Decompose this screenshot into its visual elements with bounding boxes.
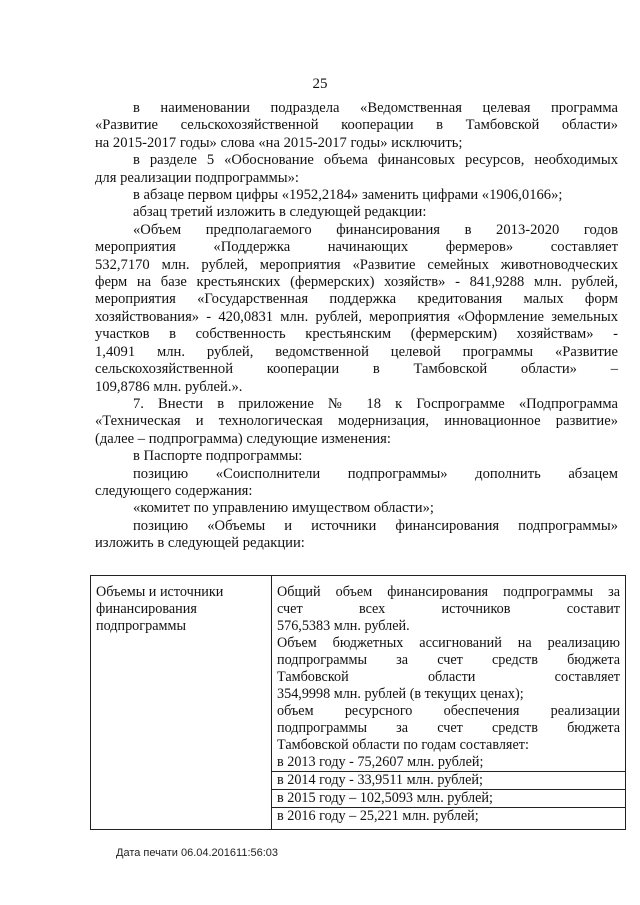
year-line: в 2015 году – 102,5093 млн. рублей; (272, 790, 625, 808)
text-line: в Паспорте подпрограммы: (133, 448, 303, 465)
year-line: в 2016 году – 25,221 млн. рублей; (277, 808, 479, 824)
value-line: 354,9998 млн. рублей (в текущих ценах); (277, 686, 524, 702)
table-cell-value (272, 576, 626, 830)
text-line: позицию «Соисполнители подпрограммы» дополнить абзацем (133, 465, 618, 482)
print-date: Дата печати 06.04.201611:56:03 (116, 847, 279, 859)
text-line: мероприятия «Государственная поддержка кредитования малых форм (95, 291, 618, 308)
passport-table (90, 575, 626, 830)
value-line: Объем бюджетных ассигнований на реализацию (277, 635, 620, 651)
text-line: 532,7170 млн. рублей, мероприятия «Развитие семейных животноводческих (95, 256, 618, 273)
text-line: «Развитие сельскохозяйственной кооперации в Тамбовской области» (95, 117, 618, 134)
text-line: «Техническая и технологическая модернизация, инновационное развитие» (95, 413, 618, 430)
label-line: Объемы и источники (96, 584, 224, 600)
value-line: Тамбовской области по годам составляет: (277, 737, 529, 753)
document-body (95, 100, 618, 553)
text-line: (далее – подпрограмма) следующие изменения: (95, 430, 391, 447)
text-line: хозяйствования» - 420,0831 млн. рублей, мероприятия «Оформление земельных (95, 308, 618, 325)
year-line: в 2013 году - 75,2607 млн. рублей; (272, 754, 625, 772)
value-line: Общий объем финансирования подпрограммы за (277, 584, 620, 600)
value-line: подпрограммы за счет средств бюджета (277, 652, 620, 668)
text-line: изложить в следующей редакции: (95, 535, 305, 552)
text-line: на 2015-2017 годы» слова «на 2015-2017 годы» исключить; (95, 134, 463, 151)
text-line: ферм на базе крестьянских (фермерских) хозяйств» - 841,9288 млн. рублей, (95, 274, 618, 291)
text-line: 7. Внести в приложение № 18 к Госпрограмме «Подпрограмма (133, 395, 618, 412)
table-row (91, 576, 626, 830)
table-cell-label (91, 576, 272, 830)
value-line: Тамбовской области составляет (277, 669, 620, 685)
label-line: подпрограммы (96, 618, 186, 634)
text-line: 1,4091 млн. рублей, ведомственной целевой программы «Развитие (95, 343, 618, 360)
page-number: 25 (312, 76, 328, 92)
text-line: «комитет по управлению имуществом области»; (133, 500, 434, 517)
text-line: в абзаце первом цифры «1952,2184» заменить цифрами «1906,0166»; (133, 187, 563, 204)
text-line: в разделе 5 «Обоснование объема финансовых ресурсов, необходимых (133, 152, 618, 169)
value-line: счет всех источников составит (277, 601, 620, 617)
value-line: 576,5383 млн. рублей. (277, 618, 410, 634)
value-line: подпрограммы за счет средств бюджета (277, 720, 620, 736)
text-line: позицию «Объемы и источники финансирования подпрограммы» (133, 517, 618, 534)
text-line: для реализации подпрограммы»: (95, 169, 299, 186)
year-line: в 2014 году - 33,9511 млн. рублей; (272, 772, 625, 790)
text-line: 109,8786 млн. рублей.». (95, 378, 243, 395)
text-line: абзац третий изложить в следующей редакции: (133, 204, 427, 221)
text-line: «Объем предполагаемого финансирования в 2013-2020 годов (133, 221, 618, 238)
label-line: финансирования (96, 601, 197, 617)
value-line: объем ресурсного обеспечения реализации (277, 703, 620, 719)
text-line: мероприятия «Поддержка начинающих фермеров» составляет (95, 239, 618, 256)
text-line: в наименовании подраздела «Ведомственная целевая программа (133, 100, 618, 116)
text-line: следующего содержания: (95, 482, 253, 499)
text-line: сельскохозяйственной кооперации в Тамбовской области» – (95, 361, 618, 378)
text-line: участков в собственность крестьянским (фермерским) хозяйствам» - (95, 326, 618, 343)
